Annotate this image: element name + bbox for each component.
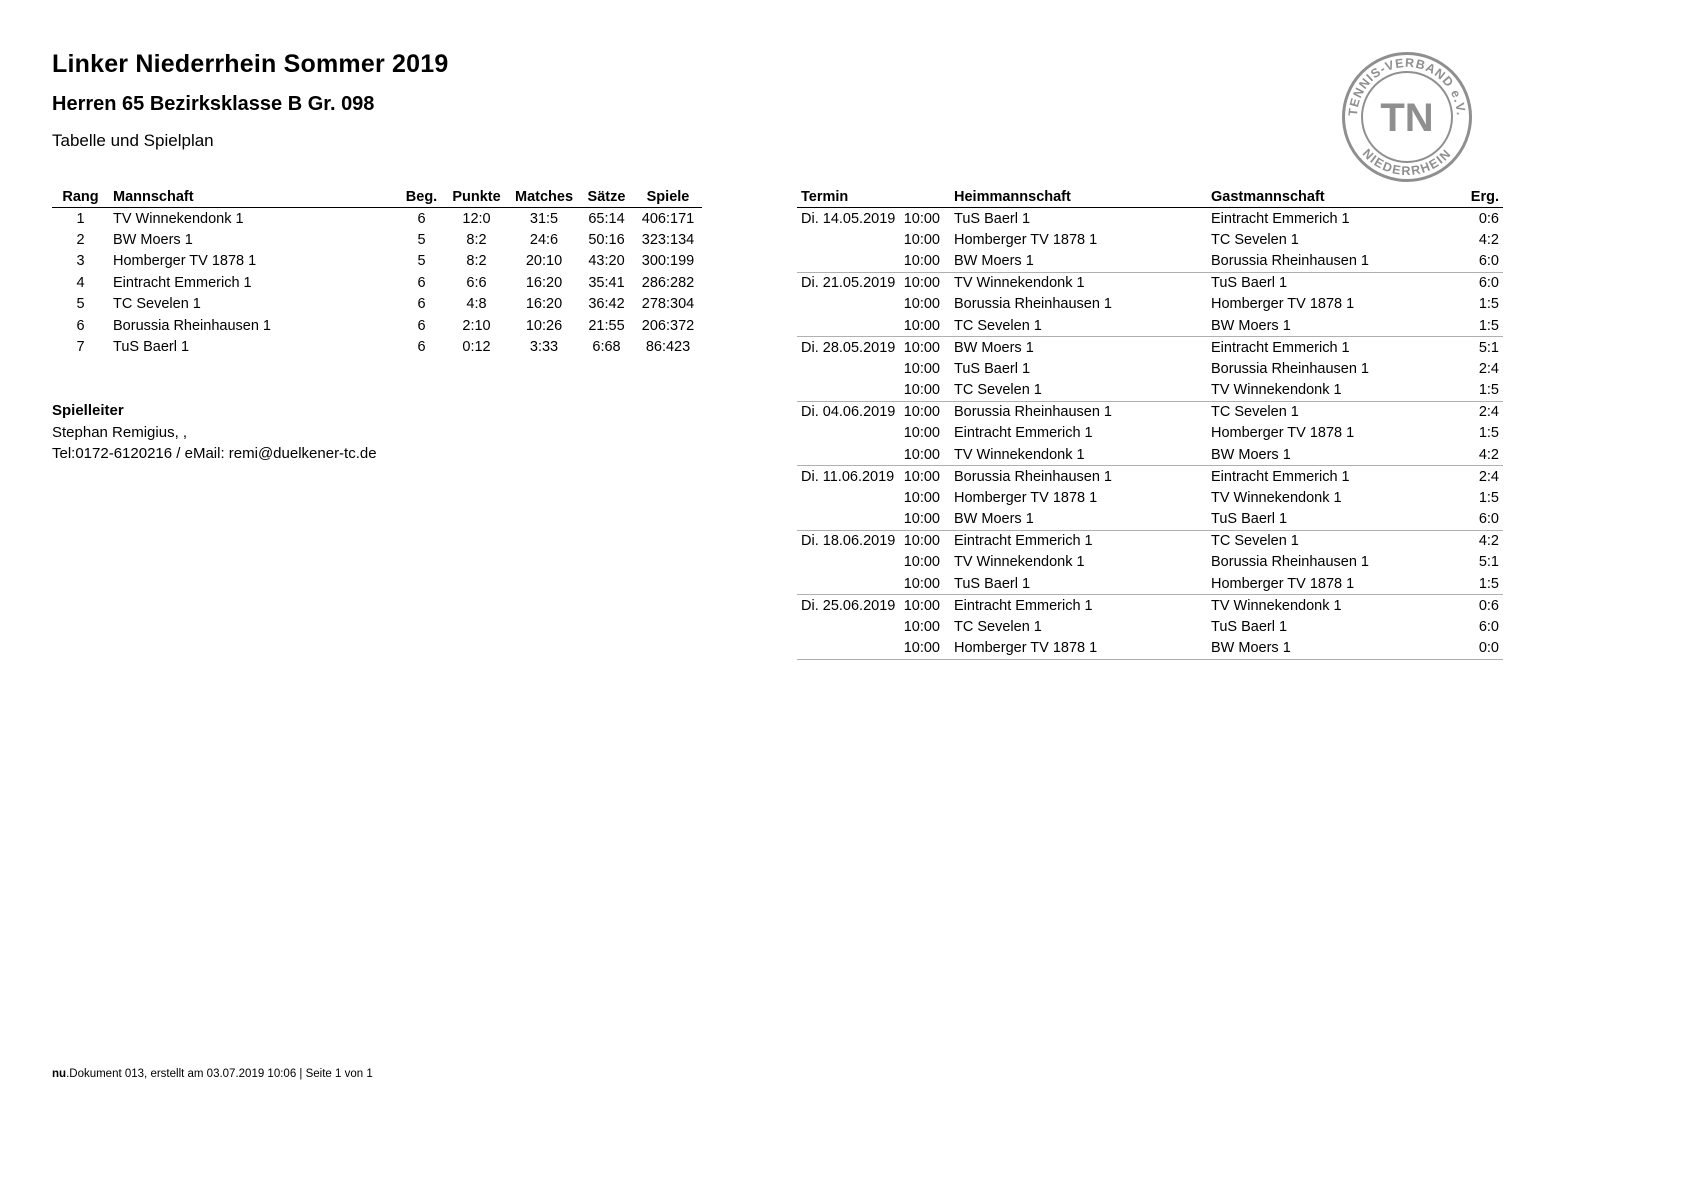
tennis-verband-niederrhein-logo xyxy=(1340,50,1474,184)
standings-cell: TC Sevelen 1 xyxy=(113,296,201,313)
schedule-termin-cell xyxy=(797,552,950,574)
standings-row xyxy=(52,251,702,273)
standings-cell: 86:423 xyxy=(645,339,691,356)
standings-cell: 323:134 xyxy=(641,231,695,248)
home-team-cell: TV Winnekendonk 1 xyxy=(954,446,1085,463)
schedule-termin-cell xyxy=(797,358,950,380)
standings-col-header: Sätze xyxy=(587,188,626,205)
guest-team-cell: BW Moers 1 xyxy=(1211,317,1291,334)
standings-col-header: Matches xyxy=(514,188,574,205)
schedule-termin-cell xyxy=(797,616,950,638)
home-team-cell: TC Sevelen 1 xyxy=(954,618,1042,635)
schedule-row xyxy=(797,530,1503,552)
standings-cell: 5 xyxy=(417,231,426,248)
guest-team-cell: Borussia Rheinhausen 1 xyxy=(1211,360,1369,377)
schedule-termin-cell xyxy=(797,444,950,466)
home-team-cell: TuS Baerl 1 xyxy=(954,360,1031,377)
standings-cell: 12:0 xyxy=(462,210,491,227)
standings-cell: 300:199 xyxy=(641,253,695,270)
result-cell: 0:6 xyxy=(1455,595,1503,617)
section-label: Tabelle und Spielplan xyxy=(52,131,214,150)
schedule-row xyxy=(797,229,1503,251)
standings-cell: Eintracht Emmerich 1 xyxy=(113,274,252,291)
schedule-termin-cell xyxy=(797,638,950,660)
home-team-cell: Borussia Rheinhausen 1 xyxy=(950,401,1207,423)
standings-cell: 16:20 xyxy=(525,274,563,291)
standings-col-header: Rang xyxy=(62,188,99,205)
result-cell: 1:5 xyxy=(1478,317,1499,334)
result-cell: 5:1 xyxy=(1478,554,1499,571)
guest-team-cell: Eintracht Emmerich 1 xyxy=(1207,466,1455,488)
match-time: 10:00 xyxy=(903,640,940,656)
standings-cell: 206:372 xyxy=(641,317,695,334)
schedule-row xyxy=(797,380,1503,402)
standings-col-header: Spiele xyxy=(646,188,690,205)
schedule-row xyxy=(797,616,1503,638)
match-date: Di. 11.06.2019 xyxy=(801,468,895,485)
guest-team-cell: Homberger TV 1878 1 xyxy=(1211,425,1355,442)
guest-team-cell: Homberger TV 1878 1 xyxy=(1211,575,1355,592)
match-time: 10:00 xyxy=(903,382,940,398)
guest-team-cell: Eintracht Emmerich 1 xyxy=(1211,210,1350,227)
standings-cell: 24:6 xyxy=(529,231,559,248)
schedule-row xyxy=(797,595,1503,617)
schedule-col-header: Heimmannschaft xyxy=(954,188,1071,205)
home-team-cell: BW Moers 1 xyxy=(954,253,1034,269)
result-cell: 6:0 xyxy=(1478,618,1499,635)
standings-cell: BW Moers 1 xyxy=(113,231,193,248)
result-cell: 6:0 xyxy=(1478,253,1499,269)
standings-row xyxy=(52,272,702,294)
result-cell: 1:5 xyxy=(1478,382,1499,398)
match-time: 10:00 xyxy=(903,575,940,592)
standings-cell: 0:12 xyxy=(462,339,491,356)
guest-team-cell: TV Winnekendonk 1 xyxy=(1211,489,1342,506)
schedule-termin-cell xyxy=(797,251,950,273)
page-title: Linker Niederrhein Sommer 2019 xyxy=(52,50,449,78)
schedule-termin-cell xyxy=(797,294,950,316)
standings-col-header: Beg. xyxy=(405,188,438,205)
result-cell: 4:2 xyxy=(1455,530,1503,552)
schedule-row xyxy=(797,358,1503,380)
spielleiter-heading: Spielleiter xyxy=(52,402,124,419)
standings-cell: 2:10 xyxy=(462,317,491,334)
schedule-termin-cell xyxy=(797,272,950,294)
guest-team-cell: TV Winnekendonk 1 xyxy=(1211,382,1342,398)
guest-team-cell: TC Sevelen 1 xyxy=(1207,401,1455,423)
home-team-cell: Eintracht Emmerich 1 xyxy=(950,530,1207,552)
schedule-termin-cell xyxy=(797,401,950,423)
schedule-row xyxy=(797,423,1503,445)
match-time: 10:00 xyxy=(903,317,940,334)
standings-cell: 4 xyxy=(76,274,85,291)
home-team-cell: Homberger TV 1878 1 xyxy=(950,638,1207,660)
standings-cell: 278:304 xyxy=(641,296,695,313)
home-team-cell: Borussia Rheinhausen 1 xyxy=(950,466,1207,488)
standings-cell: 8:2 xyxy=(466,231,487,248)
schedule-row xyxy=(797,638,1503,660)
match-time: 10:00 xyxy=(903,425,940,442)
result-cell: 2:4 xyxy=(1455,401,1503,423)
match-time: 10:00 xyxy=(903,618,940,635)
match-time: 10:00 xyxy=(903,446,940,463)
result-cell: 1:5 xyxy=(1478,425,1499,442)
guest-team-cell: TC Sevelen 1 xyxy=(1211,231,1299,248)
schedule-row xyxy=(797,337,1503,359)
standings-cell: 5 xyxy=(76,296,85,313)
match-time: 10:00 xyxy=(903,468,940,485)
match-time: 10:00 xyxy=(903,210,940,227)
logo-icon xyxy=(1340,50,1474,184)
home-team-cell: TuS Baerl 1 xyxy=(954,575,1031,592)
match-time: 10:00 xyxy=(903,296,940,313)
match-time: 10:00 xyxy=(903,511,940,527)
guest-team-cell: TV Winnekendonk 1 xyxy=(1207,595,1455,617)
match-time: 10:00 xyxy=(903,339,940,356)
schedule-row xyxy=(797,552,1503,574)
standings-cell: 3:33 xyxy=(529,339,559,356)
result-cell: 6:0 xyxy=(1455,272,1503,294)
match-time: 10:00 xyxy=(903,360,940,377)
schedule-termin-cell xyxy=(797,337,950,359)
home-team-cell: Eintracht Emmerich 1 xyxy=(950,595,1207,617)
home-team-cell: Homberger TV 1878 1 xyxy=(954,231,1098,248)
standings-cell: 16:20 xyxy=(525,296,563,313)
standings-cell: 43:20 xyxy=(588,253,625,270)
standings-cell: 6 xyxy=(417,210,426,227)
home-team-cell: TC Sevelen 1 xyxy=(954,317,1042,334)
document-footer xyxy=(52,1068,373,1080)
standings-cell: 6 xyxy=(417,274,426,291)
match-date: Di. 14.05.2019 xyxy=(801,210,896,227)
match-date: Di. 25.06.2019 xyxy=(801,597,896,614)
schedule-termin-cell xyxy=(797,423,950,445)
home-team-cell: Borussia Rheinhausen 1 xyxy=(954,296,1112,313)
standings-cell: 7 xyxy=(76,339,85,356)
schedule-header-row xyxy=(797,186,1503,208)
standings-cell: 21:55 xyxy=(588,317,625,334)
standings-cell: 6:6 xyxy=(466,274,487,291)
standings-cell: 20:10 xyxy=(525,253,563,270)
footer-prefix: nu xyxy=(52,1068,67,1080)
guest-team-cell: Borussia Rheinhausen 1 xyxy=(1211,253,1369,269)
schedule-row xyxy=(797,294,1503,316)
result-cell: 0:6 xyxy=(1478,210,1499,227)
schedule-termin-cell xyxy=(797,573,950,595)
standings-cell: 65:14 xyxy=(588,210,625,227)
standings-cell: TV Winnekendonk 1 xyxy=(113,210,244,227)
home-team-cell: Homberger TV 1878 1 xyxy=(954,489,1098,506)
schedule-row xyxy=(797,251,1503,273)
result-cell: 0:0 xyxy=(1455,638,1503,660)
standings-cell: Homberger TV 1878 1 xyxy=(113,253,257,270)
schedule-row xyxy=(797,509,1503,531)
schedule-termin-cell xyxy=(797,595,950,617)
standings-cell: 10:26 xyxy=(525,317,563,334)
spielleiter-block xyxy=(52,400,377,464)
logo-bottom-text: NIEDERRHEIN xyxy=(1359,146,1455,179)
schedule-termin-cell xyxy=(797,509,950,531)
result-cell: 1:5 xyxy=(1478,296,1499,313)
standings-cell: 31:5 xyxy=(529,210,559,227)
standings-cell: 1 xyxy=(76,210,85,227)
standings-cell: 4:8 xyxy=(466,296,487,313)
schedule-termin-cell xyxy=(797,487,950,509)
schedule-row xyxy=(797,573,1503,595)
guest-team-cell: TuS Baerl 1 xyxy=(1211,618,1288,635)
standings-row xyxy=(52,337,702,359)
schedule-termin-cell xyxy=(797,530,950,552)
schedule-row xyxy=(797,487,1503,509)
standings-cell: 406:171 xyxy=(641,210,695,227)
guest-team-cell: TuS Baerl 1 xyxy=(1207,272,1455,294)
home-team-cell: TV Winnekendonk 1 xyxy=(954,554,1085,571)
standings-table xyxy=(52,186,702,358)
standings-row xyxy=(52,229,702,251)
schedule-row xyxy=(797,272,1503,294)
match-time: 10:00 xyxy=(903,489,940,506)
schedule-table xyxy=(797,186,1503,660)
standings-cell: 5 xyxy=(417,253,426,270)
standings-cell: 36:42 xyxy=(588,296,625,313)
schedule-col-header: Gastmannschaft xyxy=(1211,188,1325,205)
schedule-termin-cell xyxy=(797,466,950,488)
schedule-termin-cell xyxy=(797,380,950,402)
schedule-row xyxy=(797,444,1503,466)
standings-row xyxy=(52,208,702,230)
standings-cell: 3 xyxy=(76,253,85,270)
standings-cell: 6 xyxy=(417,317,426,334)
standings-cell: Borussia Rheinhausen 1 xyxy=(113,317,271,334)
guest-team-cell: Eintracht Emmerich 1 xyxy=(1207,337,1455,359)
logo-top-text: TENNIS-VERBAND e.V. xyxy=(1345,55,1469,117)
standings-cell: TuS Baerl 1 xyxy=(113,339,190,356)
standings-cell: 35:41 xyxy=(588,274,625,291)
schedule-row xyxy=(797,208,1503,230)
guest-team-cell: BW Moers 1 xyxy=(1207,638,1455,660)
standings-cell: 2 xyxy=(76,231,85,248)
standings-row xyxy=(52,315,702,337)
schedule-row xyxy=(797,401,1503,423)
result-cell: 2:4 xyxy=(1455,466,1503,488)
result-cell: 6:0 xyxy=(1478,511,1499,527)
standings-cell: 6 xyxy=(76,317,85,334)
match-time: 10:00 xyxy=(903,253,940,269)
match-date: Di. 21.05.2019 xyxy=(801,275,896,291)
result-cell: 4:2 xyxy=(1478,231,1499,248)
home-team-cell: BW Moers 1 xyxy=(950,337,1207,359)
result-cell: 1:5 xyxy=(1478,489,1499,506)
schedule-col-header: Erg. xyxy=(1470,188,1499,205)
schedule-termin-cell xyxy=(797,229,950,251)
result-cell: 1:5 xyxy=(1478,575,1499,592)
standings-cell: 6 xyxy=(417,339,426,356)
standings-cell: 6:68 xyxy=(592,339,621,356)
guest-team-cell: TuS Baerl 1 xyxy=(1211,511,1288,527)
standings-cell: 50:16 xyxy=(588,231,625,248)
page-subtitle: Herren 65 Bezirksklasse B Gr. 098 xyxy=(52,93,375,115)
match-date: Di. 04.06.2019 xyxy=(801,404,896,420)
match-time: 10:00 xyxy=(903,533,940,549)
home-team-cell: Eintracht Emmerich 1 xyxy=(954,425,1093,442)
schedule-row xyxy=(797,315,1503,337)
logo-monogram: TN xyxy=(1380,96,1434,140)
standings-col-header: Punkte xyxy=(452,188,501,205)
home-team-cell: TV Winnekendonk 1 xyxy=(950,272,1207,294)
standings-col-header: Mannschaft xyxy=(113,188,194,205)
match-time: 10:00 xyxy=(903,554,940,571)
spielleiter-name: Stephan Remigius, , xyxy=(52,424,188,441)
spielleiter-contact: Tel:0172-6120216 / eMail: remi@duelkener-tc.de xyxy=(52,445,377,462)
schedule-termin-cell xyxy=(797,315,950,337)
standings-header-row xyxy=(52,186,702,208)
guest-team-cell: Homberger TV 1878 1 xyxy=(1211,296,1355,313)
standings-cell: 8:2 xyxy=(466,253,487,270)
standings-cell: 286:282 xyxy=(641,274,695,291)
schedule-col-header: Termin xyxy=(801,188,849,205)
guest-team-cell: BW Moers 1 xyxy=(1211,446,1291,463)
home-team-cell: BW Moers 1 xyxy=(954,511,1034,527)
guest-team-cell: Borussia Rheinhausen 1 xyxy=(1211,554,1369,571)
match-time: 10:00 xyxy=(903,597,940,614)
match-time: 10:00 xyxy=(903,231,940,248)
result-cell: 2:4 xyxy=(1478,360,1499,377)
standings-row xyxy=(52,294,702,316)
schedule-row xyxy=(797,466,1503,488)
guest-team-cell: TC Sevelen 1 xyxy=(1207,530,1455,552)
match-time: 10:00 xyxy=(903,404,940,420)
result-cell: 5:1 xyxy=(1455,337,1503,359)
home-team-cell: TC Sevelen 1 xyxy=(954,382,1042,398)
result-cell: 4:2 xyxy=(1478,446,1499,463)
match-time: 10:00 xyxy=(903,275,940,291)
footer-text: .Dokument 013, erstellt am 03.07.2019 10:06 | Seite 1 von 1 xyxy=(66,1068,373,1080)
schedule-termin-cell xyxy=(797,208,950,230)
match-date: Di. 18.06.2019 xyxy=(801,533,896,549)
match-date: Di. 28.05.2019 xyxy=(801,339,896,356)
home-team-cell: TuS Baerl 1 xyxy=(954,210,1031,227)
standings-cell: 6 xyxy=(417,296,426,313)
